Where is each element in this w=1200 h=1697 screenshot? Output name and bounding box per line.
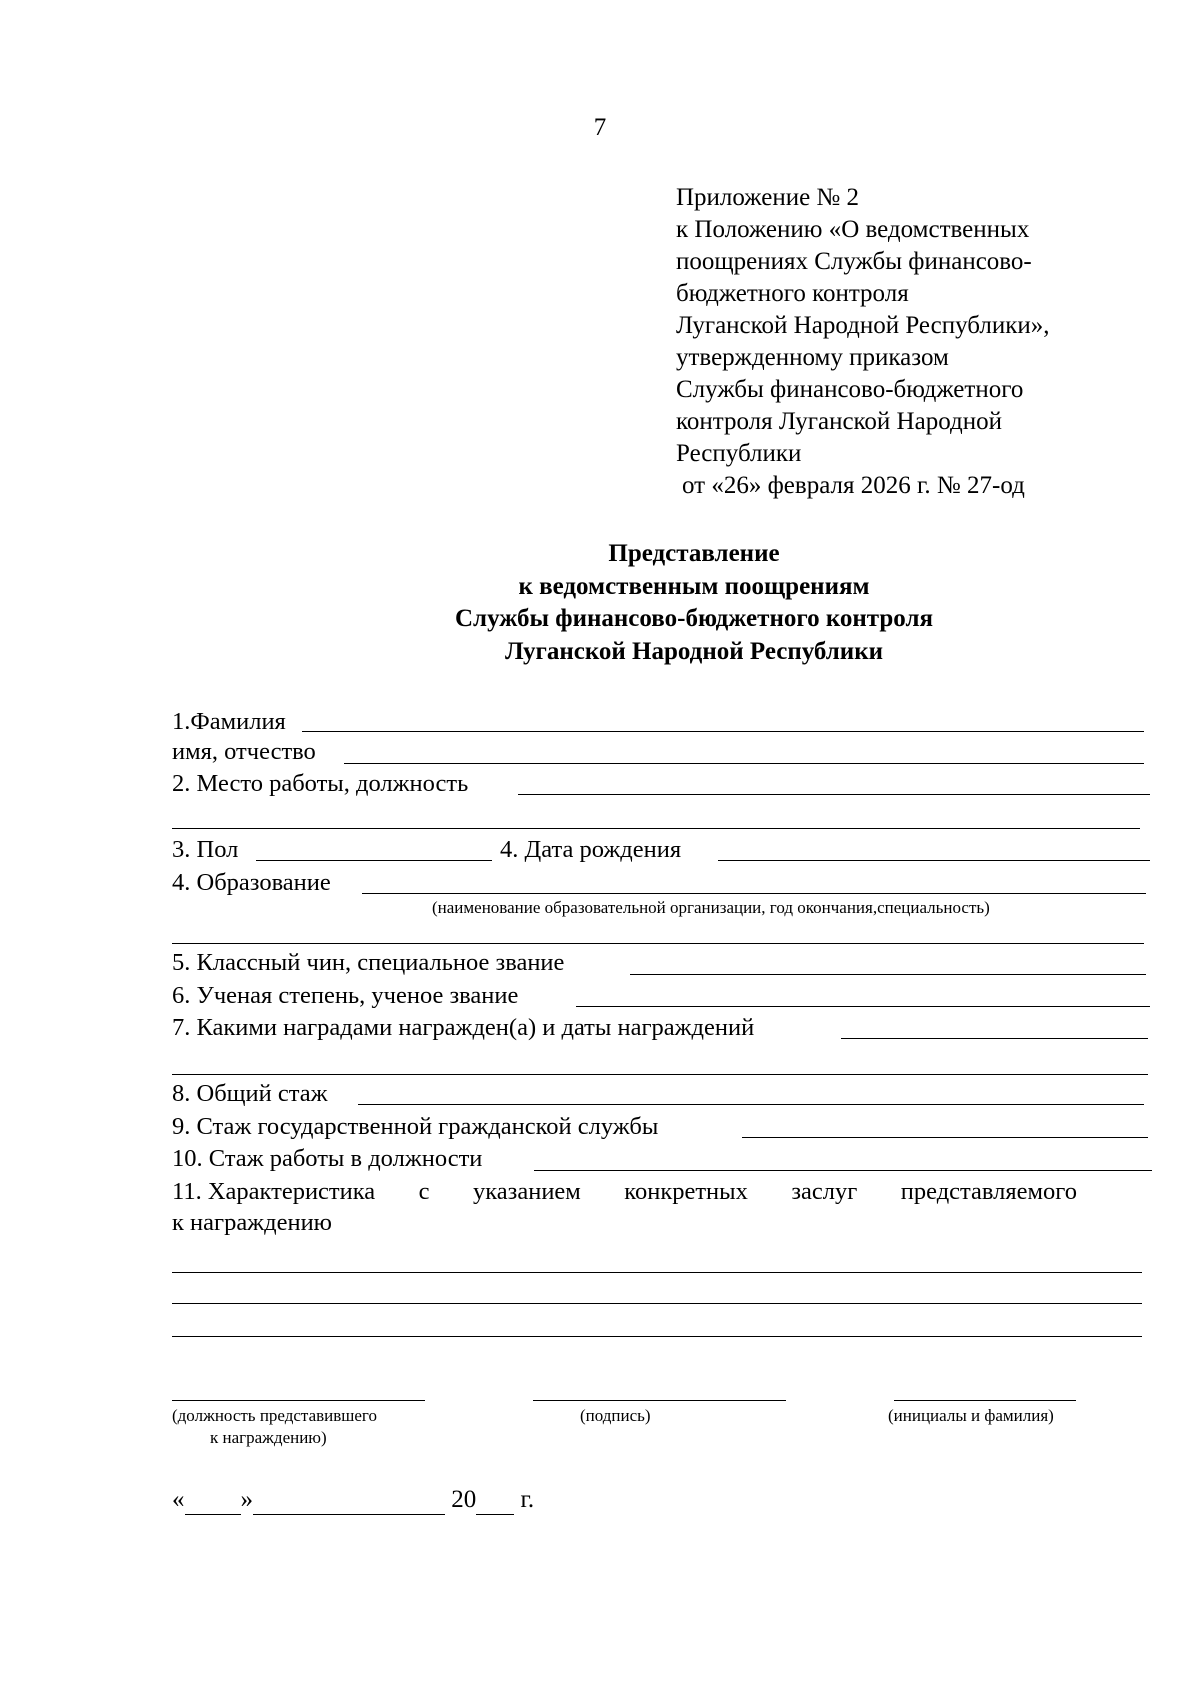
awards-field-continued[interactable] <box>172 1074 1148 1075</box>
characteristic-label <box>172 1176 1077 1238</box>
appendix-line: Республики <box>676 440 802 467</box>
workplace-field[interactable] <box>518 794 1150 795</box>
total-experience-label: 8. Общий стаж <box>172 1080 328 1107</box>
appendix-line: бюджетного контроля <box>676 280 909 307</box>
total-experience-field[interactable] <box>358 1104 1144 1105</box>
characteristic-word: указанием <box>473 1178 581 1205</box>
appendix-line: к Положению «О ведомственных <box>676 216 1030 243</box>
class-rank-label: 5. Классный чин, специальное звание <box>172 949 565 976</box>
title-line: к ведомственным поощрениям <box>518 572 870 600</box>
signature-hint: (подпись) <box>580 1406 651 1425</box>
characteristic-field-line-1[interactable] <box>172 1272 1142 1273</box>
position-experience-field[interactable] <box>534 1170 1152 1171</box>
characteristic-word: конкретных <box>624 1178 748 1205</box>
birth-date-label: 4. Дата рождения <box>500 836 682 863</box>
position-signature-field[interactable] <box>172 1400 425 1401</box>
signature-field[interactable] <box>533 1400 786 1401</box>
year-field[interactable] <box>476 1486 514 1515</box>
characteristic-field-line-3[interactable] <box>172 1336 1142 1337</box>
class-rank-field[interactable] <box>630 974 1146 975</box>
initials-hint: (инициалы и фамилия) <box>888 1406 1054 1425</box>
title-line: Луганской Народной Республики <box>504 637 884 665</box>
close-quote: » <box>240 1486 253 1513</box>
appendix-line: утвержденному приказом <box>676 344 949 371</box>
characteristic-word: заслуг <box>791 1178 858 1205</box>
characteristic-word: представляемого <box>900 1178 1077 1205</box>
awards-field[interactable] <box>841 1038 1148 1039</box>
surname-field[interactable] <box>302 731 1144 732</box>
gender-label: 3. Пол <box>172 836 239 863</box>
characteristic-field-line-2[interactable] <box>172 1303 1142 1304</box>
workplace-label: 2. Место работы, должность <box>172 770 469 797</box>
civil-service-experience-field[interactable] <box>742 1137 1148 1138</box>
appendix-line: Службы финансово-бюджетного <box>676 376 1024 403</box>
characteristic-line-2: к награждению <box>172 1209 332 1236</box>
awards-label: 7. Какими наградами награжден(а) и даты награждений <box>172 1014 755 1041</box>
appendix-line: поощрениях Службы финансово- <box>676 248 1032 275</box>
title-line: Службы финансово-бюджетного контроля <box>454 605 934 632</box>
academic-degree-field[interactable] <box>576 1006 1150 1007</box>
name-patronymic-label: имя, отчество <box>172 738 316 765</box>
title-line: Представление <box>608 540 780 567</box>
characteristic-word: 11. Характеристика <box>172 1178 376 1205</box>
document-title <box>0 538 1200 668</box>
appendix-line: от «26» февраля 2026 г. № 27-од <box>682 472 1025 499</box>
appendix-line: Приложение № 2 <box>676 184 860 211</box>
open-quote: « <box>172 1486 185 1513</box>
initials-field[interactable] <box>894 1400 1076 1401</box>
workplace-field-continued[interactable] <box>172 828 1140 829</box>
civil-service-experience-label: 9. Стаж государственной гражданской службы <box>172 1113 659 1140</box>
education-field[interactable] <box>362 893 1146 894</box>
year-suffix: г. <box>520 1486 535 1513</box>
month-field[interactable] <box>253 1486 445 1515</box>
characteristic-word: с <box>418 1178 430 1205</box>
appendix-line: контроля Луганской Народной <box>676 408 1002 435</box>
date-line <box>172 1486 534 1515</box>
birth-date-field[interactable] <box>718 860 1150 861</box>
position-hint-continued: к награждению) <box>210 1428 327 1447</box>
position-hint: (должность представившего <box>172 1406 377 1425</box>
name-patronymic-field[interactable] <box>344 763 1144 764</box>
appendix-header <box>676 182 1050 502</box>
education-field-continued[interactable] <box>172 943 1144 944</box>
position-experience-label: 10. Стаж работы в должности <box>172 1145 483 1172</box>
academic-degree-label: 6. Ученая степень, ученое звание <box>172 982 519 1009</box>
education-label: 4. Образование <box>172 869 331 896</box>
appendix-line: Луганской Народной Республики», <box>676 312 1050 339</box>
day-field[interactable] <box>185 1486 241 1515</box>
page-number: 7 <box>593 114 607 141</box>
surname-label: 1.Фамилия <box>172 708 286 735</box>
gender-field[interactable] <box>256 860 492 861</box>
year-prefix: 20 <box>451 1486 477 1513</box>
education-hint: (наименование образовательной организации, год окончания,специальность) <box>432 898 990 917</box>
